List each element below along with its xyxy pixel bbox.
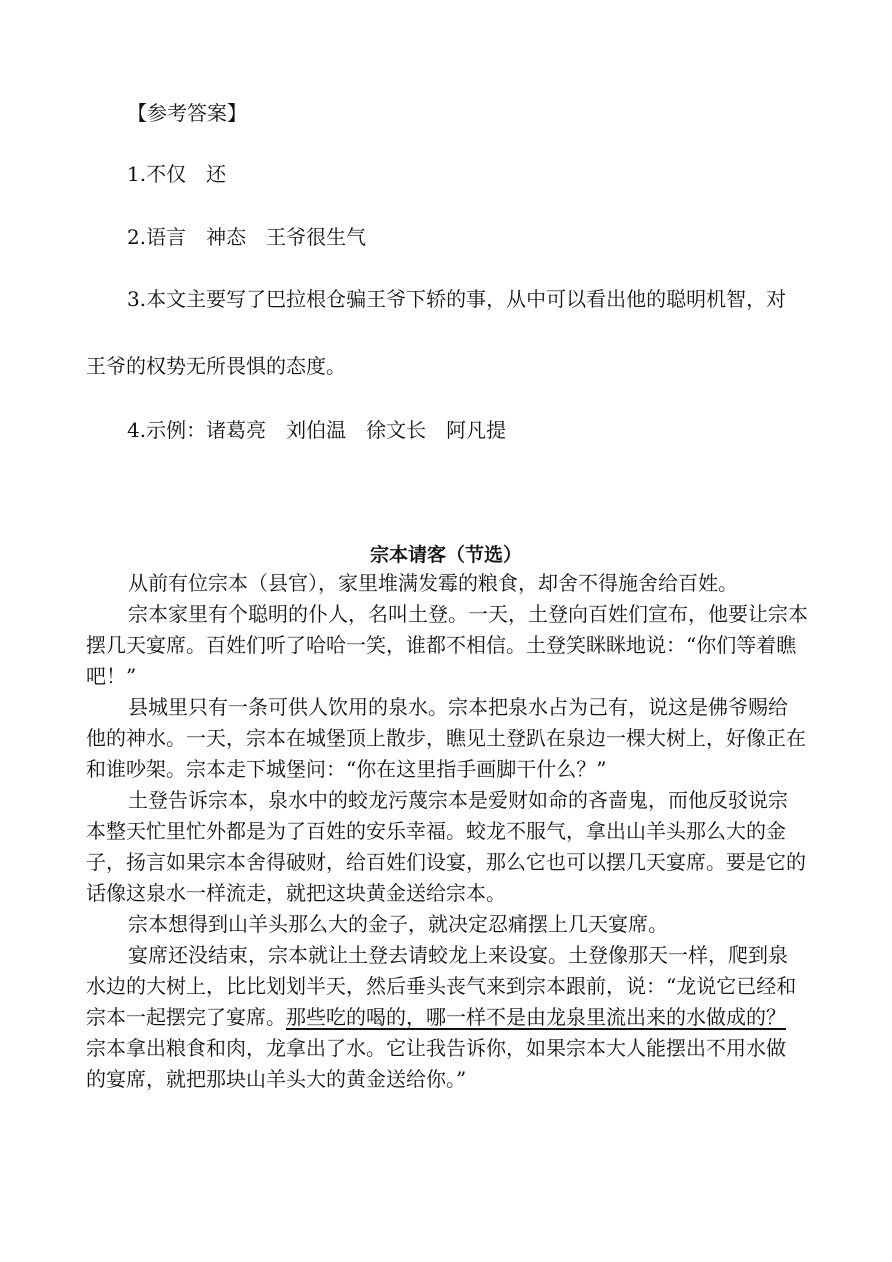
- paragraph-6-line-3: [86, 1005, 786, 1029]
- answer-4: 4.示例：诸葛亮 刘伯温 徐文长 阿凡提: [127, 418, 507, 442]
- paragraph-3-line-2: 他的神水。一天，宗本在城堡顶上散步，瞧见土登趴在泉边一棵大树上，好像正在: [86, 726, 806, 750]
- underlined-sentence: 那些吃的喝的，哪一样不是由龙泉里流出来的水做成的？: [286, 1005, 786, 1029]
- paragraph-6-line-3-plain: 宗本一起摆完了宴席。: [86, 1005, 286, 1029]
- paragraph-4-line-4: 话像这泉水一样流走，就把这块黄金送给宗本。: [86, 881, 506, 905]
- answer-2: 2.语言 神态 王爷很生气: [127, 225, 367, 249]
- passage-title: 宗本请客（节选）: [369, 544, 522, 566]
- paragraph-4-line-3: 子，扬言如果宗本舍得破财，给百姓们设宴，那么它也可以摆几天宴席。要是它的: [86, 850, 806, 874]
- paragraph-4-line-2: 本整天忙里忙外都是为了百姓的安乐幸福。蛟龙不服气，拿出山羊头那么大的金: [86, 819, 786, 843]
- paragraph-5: 宗本想得到山羊头那么大的金子，就决定忍痛摆上几天宴席。: [128, 912, 668, 936]
- paragraph-6-line-4: 宗本拿出粮食和肉，龙拿出了水。它让我告诉你，如果宗本大人能摆出不用水做: [86, 1036, 786, 1060]
- answer-heading: 【参考答案】: [127, 101, 247, 125]
- paragraph-6-line-1: 宴席还没结束，宗本就让土登去请蛟龙上来设宴。土登像那天一样，爬到泉: [128, 943, 788, 967]
- answer-1: 1.不仅 还: [127, 162, 227, 186]
- paragraph-6-line-2: 水边的大树上，比比划划半天，然后垂头丧气来到宗本跟前，说：“龙说它已经和: [86, 974, 797, 998]
- answer-3-line-1: 3.本文主要写了巴拉根仓骗王爷下轿的事，从中可以看出他的聪明机智，对: [127, 287, 787, 311]
- paragraph-6-line-5: 的宴席，就把那块山羊头大的黄金送给你。”: [86, 1067, 467, 1091]
- paragraph-3-line-1: 县城里只有一条可供人饮用的泉水。宗本把泉水占为己有，说这是佛爷赐给: [128, 695, 788, 719]
- paragraph-2-line-1: 宗本家里有个聪明的仆人，名叫土登。一天，土登向百姓们宣布，他要让宗本: [128, 602, 808, 626]
- paragraph-2-line-2: 摆几天宴席。百姓们听了哈哈一笑，谁都不相信。土登笑眯眯地说：“你们等着瞧: [86, 633, 797, 657]
- answer-3-line-2: 王爷的权势无所畏惧的态度。: [86, 354, 346, 378]
- paragraph-3-line-3: 和谁吵架。宗本走下城堡问：“你在这里指手画脚干什么？”: [86, 757, 607, 781]
- paragraph-1: 从前有位宗本（县官），家里堆满发霉的粮食，却舍不得施舍给百姓。: [128, 571, 738, 595]
- paragraph-2-line-3: 吧！”: [86, 664, 137, 688]
- paragraph-4-line-1: 土登告诉宗本，泉水中的蛟龙污蔑宗本是爱财如命的吝啬鬼，而他反驳说宗: [128, 788, 788, 812]
